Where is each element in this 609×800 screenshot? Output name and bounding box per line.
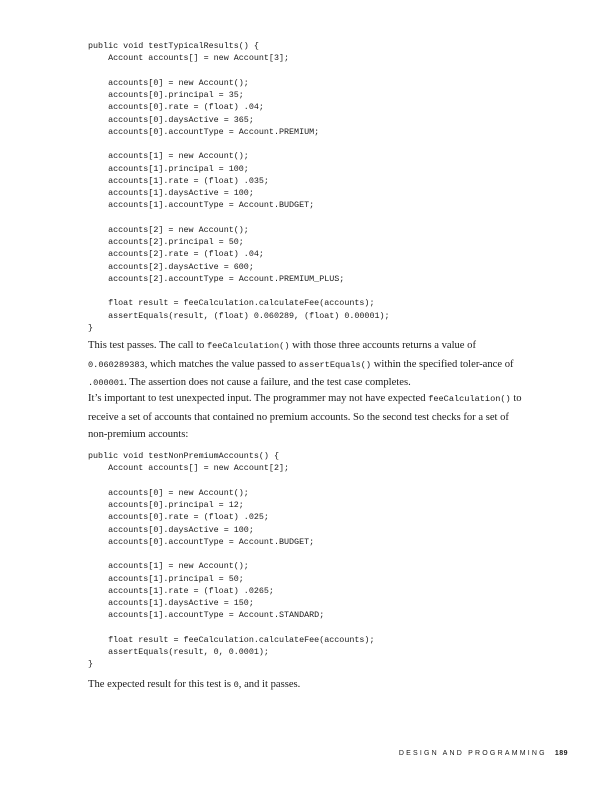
inline-code: 0 xyxy=(233,680,239,690)
code-line: accounts[0].accountType = Account.PREMIUM; xyxy=(88,126,320,137)
code-line: accounts[1] = new Account(); xyxy=(88,561,249,572)
paragraph-unexpected-input xyxy=(88,390,528,444)
text-run: with those three accounts returns a value of xyxy=(289,340,476,351)
code-line: accounts[1].daysActive = 150; xyxy=(88,598,254,608)
code-line: float result = feeCalculation.calculateFee(accounts); xyxy=(88,298,375,309)
code-line: public void testNonPremiumAccounts() { xyxy=(88,451,279,461)
paragraph-expected-result xyxy=(88,676,528,695)
text-run: , and it passes. xyxy=(238,679,301,690)
code-line: accounts[0].daysActive = 100; xyxy=(88,524,254,535)
code-line: public void testTypicalResults() { xyxy=(88,41,259,51)
code-line xyxy=(88,212,390,224)
code-line: accounts[2].daysActive = 600; xyxy=(88,261,254,272)
code-line: } xyxy=(88,322,94,333)
code-line: assertEquals(result, 0, 0.0001); xyxy=(88,647,269,657)
code-line: accounts[2] = new Account(); xyxy=(88,224,249,235)
text-run: The expected result for this test is xyxy=(88,679,234,690)
inline-code: .000001 xyxy=(88,378,125,388)
inline-code: feeCalculation() xyxy=(428,394,511,404)
code-line xyxy=(88,622,374,634)
footer-section-title: DESIGN AND PROGRAMMING xyxy=(398,750,547,757)
text-run: to receive a set of accounts that contained no premium accounts. So the second test checks for a set of non-premium accounts: xyxy=(88,393,522,440)
code-line xyxy=(88,475,374,487)
code-line: accounts[0].daysActive = 365; xyxy=(88,114,254,125)
paragraph-test-passes xyxy=(88,337,528,393)
code-line: accounts[1].accountType = Account.BUDGET; xyxy=(88,200,315,211)
text-run: . The assertion does not cause a failure, and the test case completes. xyxy=(124,377,411,388)
code-line xyxy=(88,138,390,150)
code-line: accounts[1].principal = 100; xyxy=(88,163,249,174)
page-footer xyxy=(399,750,568,757)
code-line: accounts[1] = new Account(); xyxy=(88,151,249,162)
code-line: accounts[2].principal = 50; xyxy=(88,237,244,247)
inline-code: 0.060289383 xyxy=(88,359,145,370)
text-run: It’s important to test unexpected input. The programmer may not have expected xyxy=(88,393,429,404)
code-line: accounts[1].rate = (float) .035; xyxy=(88,175,269,186)
code-line: Account accounts[] = new Account[2]; xyxy=(88,463,290,474)
code-line: accounts[0] = new Account(); xyxy=(88,487,249,498)
inline-code: feeCalculation() xyxy=(206,341,290,351)
code-line: accounts[1].daysActive = 100; xyxy=(88,188,254,198)
code-line: accounts[0] = new Account(); xyxy=(88,77,249,88)
code-line: Account accounts[] = new Account[3]; xyxy=(88,53,290,64)
code-block-test-non-premium-accounts xyxy=(88,450,374,671)
code-line xyxy=(88,285,390,297)
code-line: accounts[0].accountType = Account.BUDGET; xyxy=(88,536,315,547)
code-line xyxy=(88,65,390,77)
code-line: assertEquals(result, (float) 0.060289, (float) 0.00001); xyxy=(88,310,390,321)
code-line: accounts[0].rate = (float) .025; xyxy=(88,512,269,523)
code-line: accounts[1].accountType = Account.STANDARD; xyxy=(88,610,325,621)
code-line xyxy=(88,548,374,560)
text-run: within the specified toler-ance of xyxy=(371,358,514,370)
code-line: float result = feeCalculation.calculateFee(accounts); xyxy=(88,634,375,645)
code-line: accounts[2].accountType = Account.PREMIUM_PLUS; xyxy=(88,273,345,284)
code-block-test-typical-results xyxy=(88,40,390,334)
inline-code: assertEquals() xyxy=(298,359,372,370)
code-line: accounts[1].principal = 50; xyxy=(88,573,244,584)
code-line: accounts[0].principal = 35; xyxy=(88,90,244,100)
code-line: } xyxy=(88,659,94,670)
code-line: accounts[0].principal = 12; xyxy=(88,500,244,510)
code-line: accounts[0].rate = (float) .04; xyxy=(88,102,264,113)
text-run: This test passes. The call to xyxy=(88,340,207,351)
code-line: accounts[1].rate = (float) .0265; xyxy=(88,585,274,596)
code-line: accounts[2].rate = (float) .04; xyxy=(88,249,264,260)
page-number: 189 xyxy=(554,750,568,757)
text-run: , which matches the value passed to xyxy=(144,358,299,370)
